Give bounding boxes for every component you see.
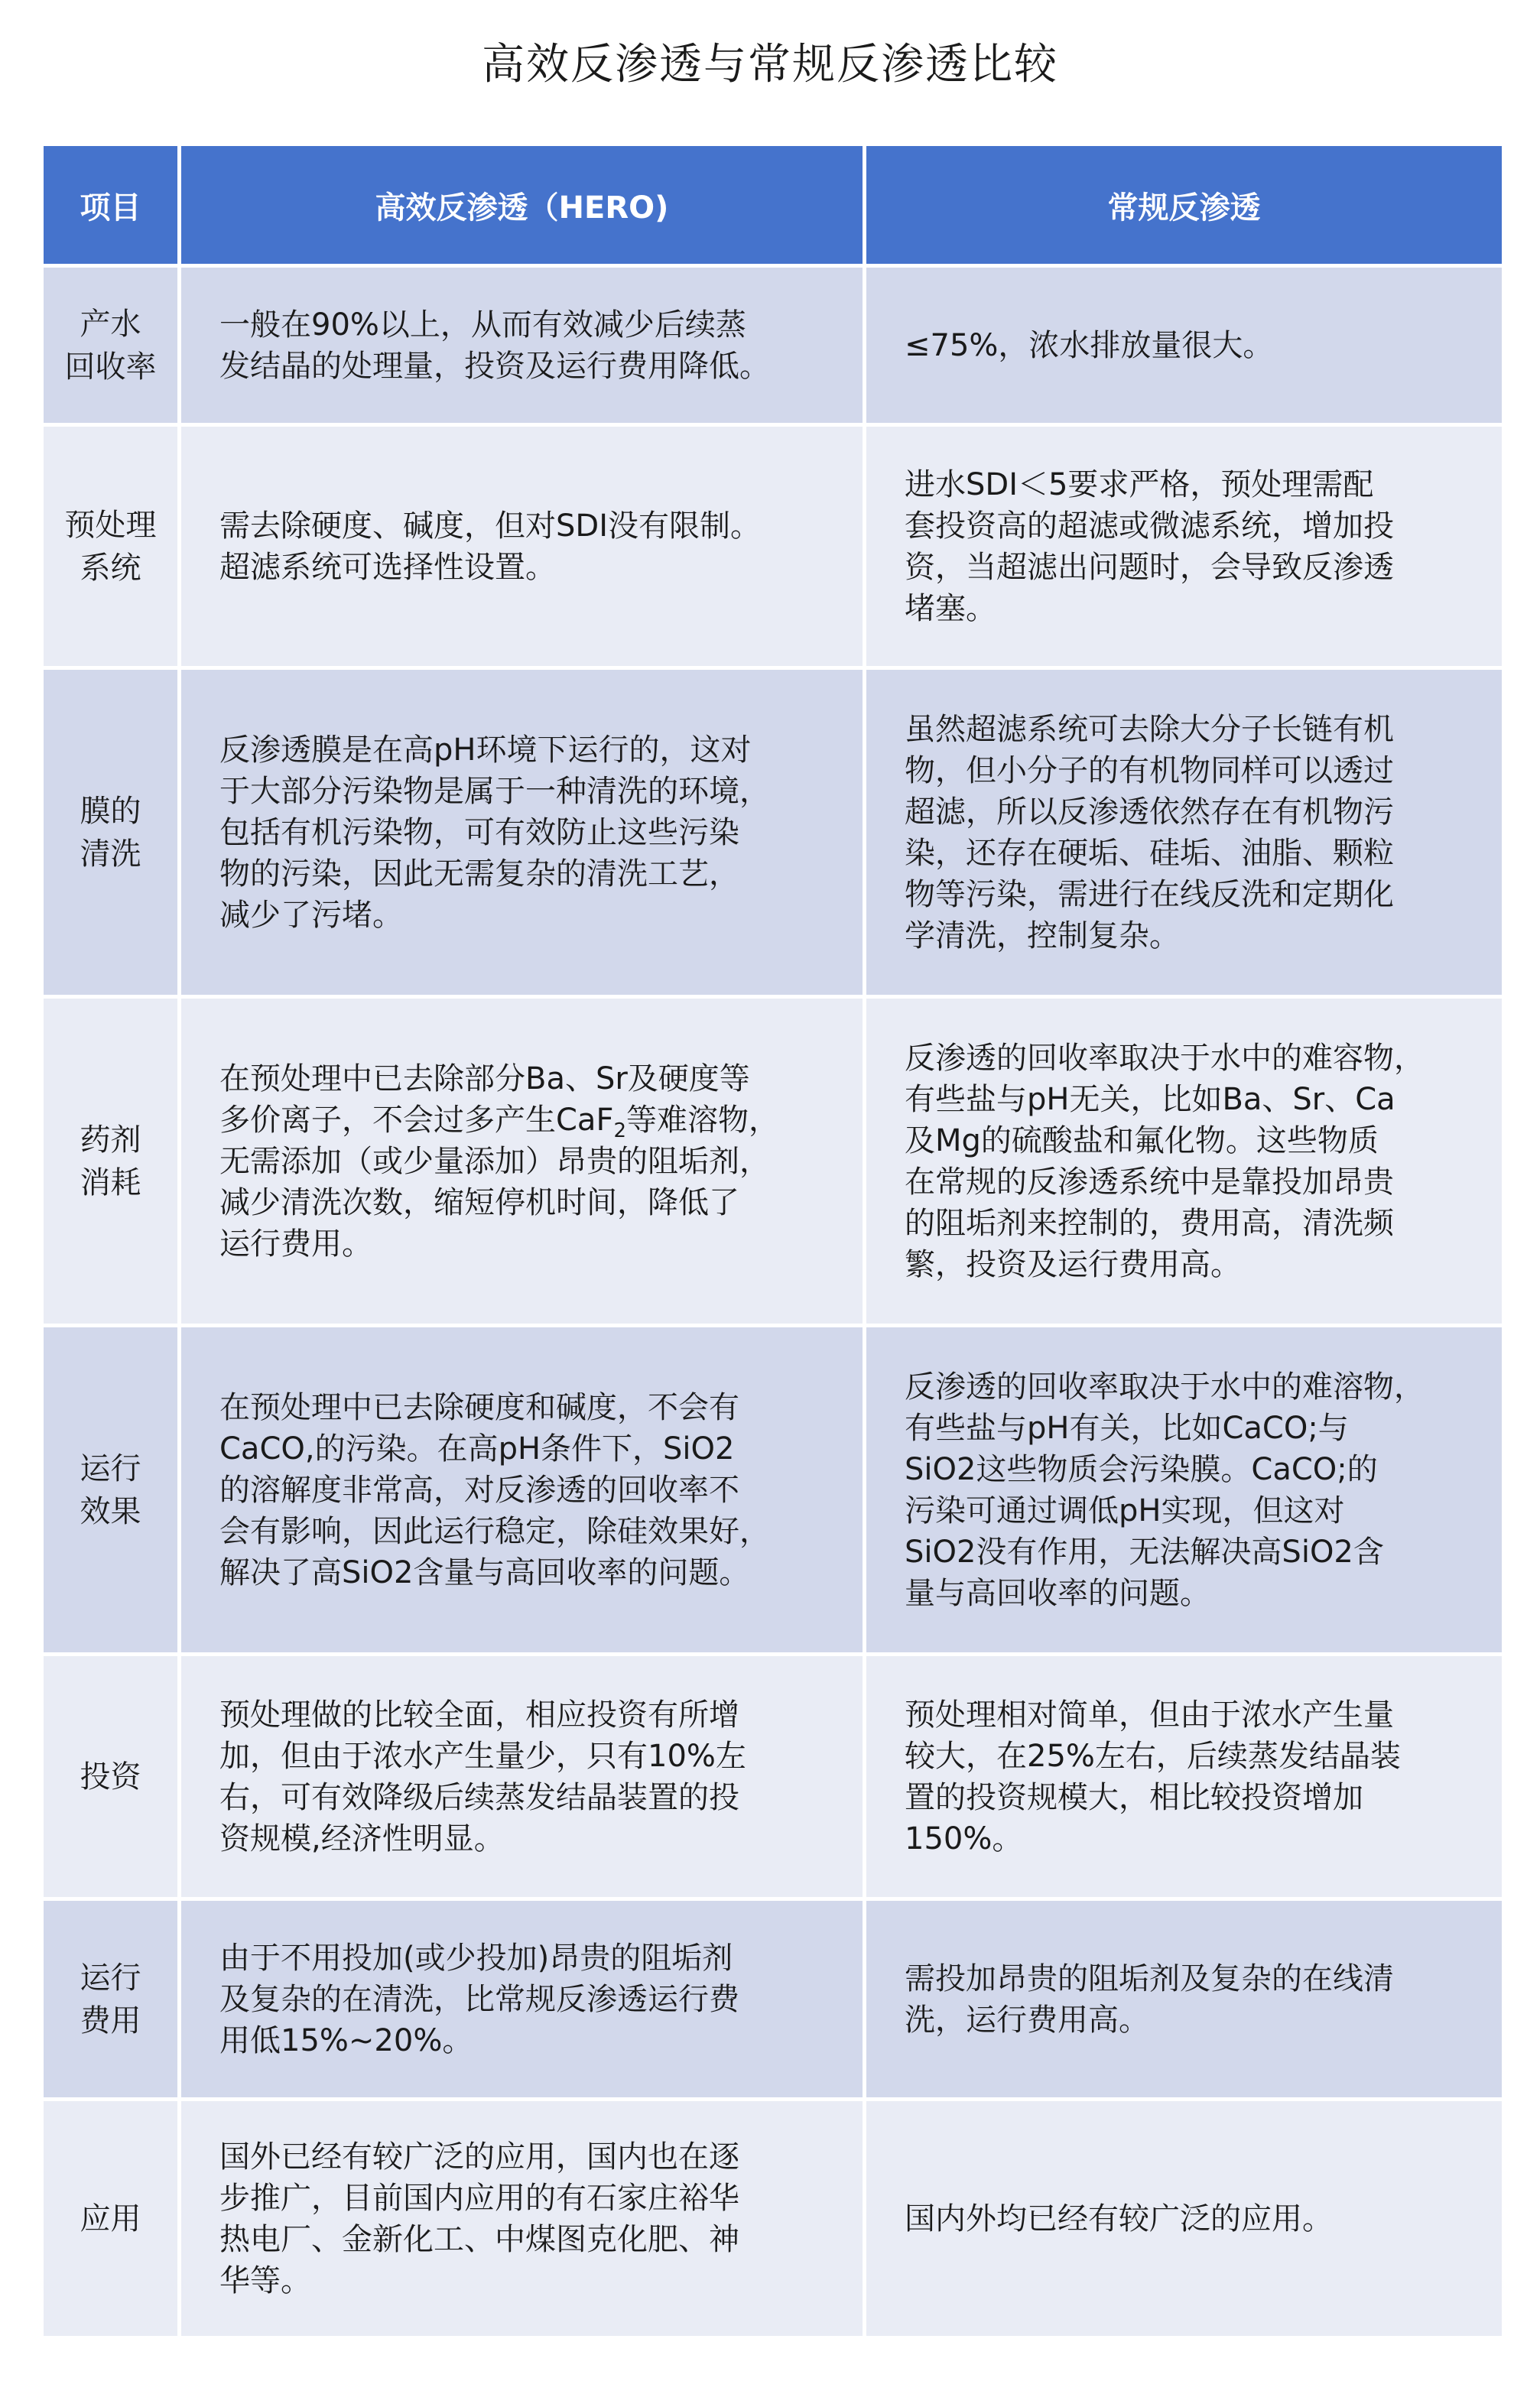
- conventional-line: SiO2没有作用，无法解决高SiO2含: [905, 1534, 1384, 1570]
- conventional-line: 资，当超滤出问题时，会导致反渗透: [905, 549, 1394, 585]
- hero-line: 物的污染，因此无需复杂的清洗工艺，: [219, 856, 739, 892]
- row-conventional-cell: [865, 266, 1504, 425]
- comparison-table: [40, 142, 1506, 2340]
- table-row: [42, 425, 1504, 668]
- hero-line: 包括有机污染物，可有效防止这些污染: [219, 814, 739, 850]
- hero-line: 运行费用。: [219, 1226, 372, 1262]
- hero-line: 发结晶的处理量，投资及运行费用降低。: [219, 348, 770, 384]
- row-conventional-cell: [865, 997, 1504, 1326]
- hero-line: 的溶解度非常高，对反渗透的回收率不: [219, 1472, 739, 1508]
- hero-line: 预处理做的比较全面，相应投资有所增: [219, 1697, 739, 1733]
- table-header-row: [42, 145, 1504, 266]
- row-hero-cell: [180, 668, 865, 997]
- hero-line: 减少了污堵。: [219, 897, 403, 933]
- row-item-cell: [42, 2100, 180, 2338]
- header-conventional: 常规反渗透: [865, 145, 1504, 266]
- row-conventional-cell: [865, 1899, 1504, 2100]
- hero-line: 步推广，目前国内应用的有石家庄裕华: [219, 2180, 739, 2216]
- item-line: 运行: [80, 1960, 141, 1996]
- hero-line: 超滤系统可选择性设置。: [219, 549, 556, 585]
- conventional-line: 置的投资规模大，相比较投资增加: [905, 1779, 1363, 1815]
- row-conventional-cell: [865, 2100, 1504, 2338]
- table-row: [42, 1655, 1504, 1899]
- hero-line: 无需添加（或少量添加）昂贵的阻垢剂，: [219, 1143, 770, 1179]
- hero-line: 减少清洗次数，缩短停机时间，降低了: [219, 1184, 739, 1220]
- hero-line: 热电厂、金新化工、中煤图克化肥、神: [219, 2221, 739, 2257]
- header-hero: 高效反渗透（HERO): [180, 145, 865, 266]
- item-line: 清洗: [80, 836, 141, 872]
- hero-line: 在预处理中已去除部分Ba、Sr及硬度等: [219, 1061, 750, 1096]
- hero-line: 会有影响，因此运行稳定，除硅效果好，: [219, 1513, 770, 1549]
- conventional-line: 有些盐与pH有关，比如CaCO;与: [905, 1410, 1349, 1446]
- table-row: [42, 266, 1504, 425]
- item-line: 费用: [80, 2003, 141, 2038]
- hero-line: 及复杂的在清洗，比常规反渗透运行费: [219, 1981, 739, 2017]
- conventional-line: 反渗透的回收率取决于水中的难溶物，: [905, 1369, 1425, 1405]
- hero-line: 右，可有效降级后续蒸发结晶装置的投: [219, 1779, 739, 1815]
- conventional-line: 物等污染，需进行在线反洗和定期化: [905, 876, 1394, 912]
- conventional-line: 预处理相对简单，但由于浓水产生量: [905, 1697, 1394, 1733]
- conventional-line: 及Mg的硫酸盐和氟化物。这些物质: [905, 1122, 1379, 1158]
- item-line: 系统: [80, 550, 141, 586]
- hero-line-part: 多价离子，不会过多产生CaF: [219, 1102, 614, 1138]
- hero-line: 需去除硬度、碱度，但对SDI没有限制。: [219, 508, 761, 544]
- conventional-line: 污染可通过调低pH实现，但这对: [905, 1493, 1345, 1528]
- row-item-cell: [42, 997, 180, 1326]
- item-line: 药剂: [80, 1122, 141, 1158]
- row-hero-cell: [180, 997, 865, 1326]
- hero-line-with-subscript: [219, 1100, 837, 1141]
- hero-line-part: 等难溶物，: [626, 1102, 779, 1138]
- page-title: 高效反渗透与常规反渗透比较: [482, 40, 1058, 89]
- hero-line: 于大部分污染物是属于一种清洗的环境，: [219, 773, 770, 809]
- row-item-cell: [42, 1899, 180, 2100]
- row-conventional-cell: [865, 668, 1504, 997]
- table-row: [42, 1899, 1504, 2100]
- row-hero-cell: [180, 1326, 865, 1655]
- row-item-cell: [42, 1326, 180, 1655]
- hero-line: 加，但由于浓水产生量少，只有10%左: [219, 1738, 746, 1774]
- item-line: 回收率: [64, 349, 157, 385]
- table-row: [42, 668, 1504, 997]
- table-row: [42, 997, 1504, 1326]
- hero-line: 解决了高SiO2含量与高回收率的问题。: [219, 1554, 750, 1590]
- conventional-line: 洗，运行费用高。: [905, 2002, 1149, 2038]
- conventional-line: 超滤，所以反渗透依然存在有机物污: [905, 794, 1394, 830]
- conventional-line: 物，但小分子的有机物同样可以透过: [905, 752, 1394, 788]
- header-item: 项目: [42, 145, 180, 266]
- table-row: [42, 2100, 1504, 2338]
- conventional-line: 量与高回收率的问题。: [905, 1575, 1210, 1611]
- hero-line: 资规模,经济性明显。: [219, 1821, 505, 1856]
- item-line: 投资: [80, 1759, 141, 1795]
- hero-line: 反渗透膜是在高pH环境下运行的，这对: [219, 732, 752, 768]
- conventional-line: 染，还存在硬垢、硅垢、油脂、颗粒: [905, 835, 1394, 871]
- item-line: 产水: [80, 306, 141, 342]
- item-line: 运行: [80, 1450, 141, 1486]
- row-conventional-cell: [865, 1655, 1504, 1899]
- conventional-line: 在常规的反渗透系统中是靠投加昂贵: [905, 1164, 1394, 1200]
- subscript-2: 2: [613, 1119, 626, 1142]
- hero-line: 国外已经有较广泛的应用，国内也在逐: [219, 2139, 739, 2175]
- row-item-cell: [42, 425, 180, 668]
- conventional-line: SiO2这些物质会污染膜。CaCO;的: [905, 1451, 1378, 1487]
- row-hero-cell: [180, 266, 865, 425]
- conventional-line: 繁，投资及运行费用高。: [905, 1246, 1241, 1282]
- row-hero-cell: [180, 1655, 865, 1899]
- conventional-line: 套投资高的超滤或微滤系统，增加投: [905, 508, 1394, 544]
- table-row: [42, 1326, 1504, 1655]
- hero-line: 华等。: [219, 2262, 311, 2298]
- hero-line: 在预处理中已去除硬度和碱度，不会有: [219, 1389, 739, 1425]
- item-line: 消耗: [80, 1165, 141, 1200]
- row-hero-cell: [180, 425, 865, 668]
- conventional-line: 150%。: [905, 1821, 1023, 1856]
- item-line: 预处理: [64, 507, 157, 543]
- hero-line: CaCO,的污染。在高pH条件下，SiO2: [219, 1431, 735, 1467]
- conventional-line: 堵塞。: [905, 590, 996, 626]
- conventional-line: 进水SDI＜5要求严格，预处理需配: [905, 466, 1374, 502]
- item-line: 膜的: [80, 793, 141, 829]
- hero-line: 用低15%~20%。: [219, 2022, 473, 2058]
- row-hero-cell: [180, 1899, 865, 2100]
- item-line: 应用: [80, 2201, 141, 2236]
- row-hero-cell: [180, 2100, 865, 2338]
- conventional-line: 反渗透的回收率取决于水中的难容物，: [905, 1040, 1425, 1076]
- row-conventional-cell: [865, 425, 1504, 668]
- conventional-line: 有些盐与pH无关，比如Ba、Sr、Ca: [905, 1081, 1395, 1117]
- conventional-line: 虽然超滤系统可去除大分子长链有机: [905, 711, 1394, 747]
- item-line: 效果: [80, 1493, 141, 1529]
- row-conventional-cell: [865, 1326, 1504, 1655]
- conventional-line: 的阻垢剂来控制的，费用高，清洗频: [905, 1205, 1394, 1241]
- conventional-line: 需投加昂贵的阻垢剂及复杂的在线清: [905, 1960, 1394, 1996]
- hero-line: 一般在90%以上，从而有效减少后续蒸: [219, 307, 746, 343]
- row-item-cell: [42, 668, 180, 997]
- conventional-line: 较大，在25%左右，后续蒸发结晶装: [905, 1738, 1401, 1774]
- hero-line: 由于不用投加(或少投加)昂贵的阻垢剂: [219, 1940, 733, 1976]
- conventional-line: ≤75%，浓水排放量很大。: [905, 327, 1274, 363]
- conventional-line: 学清洗，控制复杂。: [905, 918, 1180, 953]
- conventional-line: 国内外均已经有较广泛的应用。: [905, 2201, 1333, 2236]
- row-item-cell: [42, 266, 180, 425]
- row-item-cell: [42, 1655, 180, 1899]
